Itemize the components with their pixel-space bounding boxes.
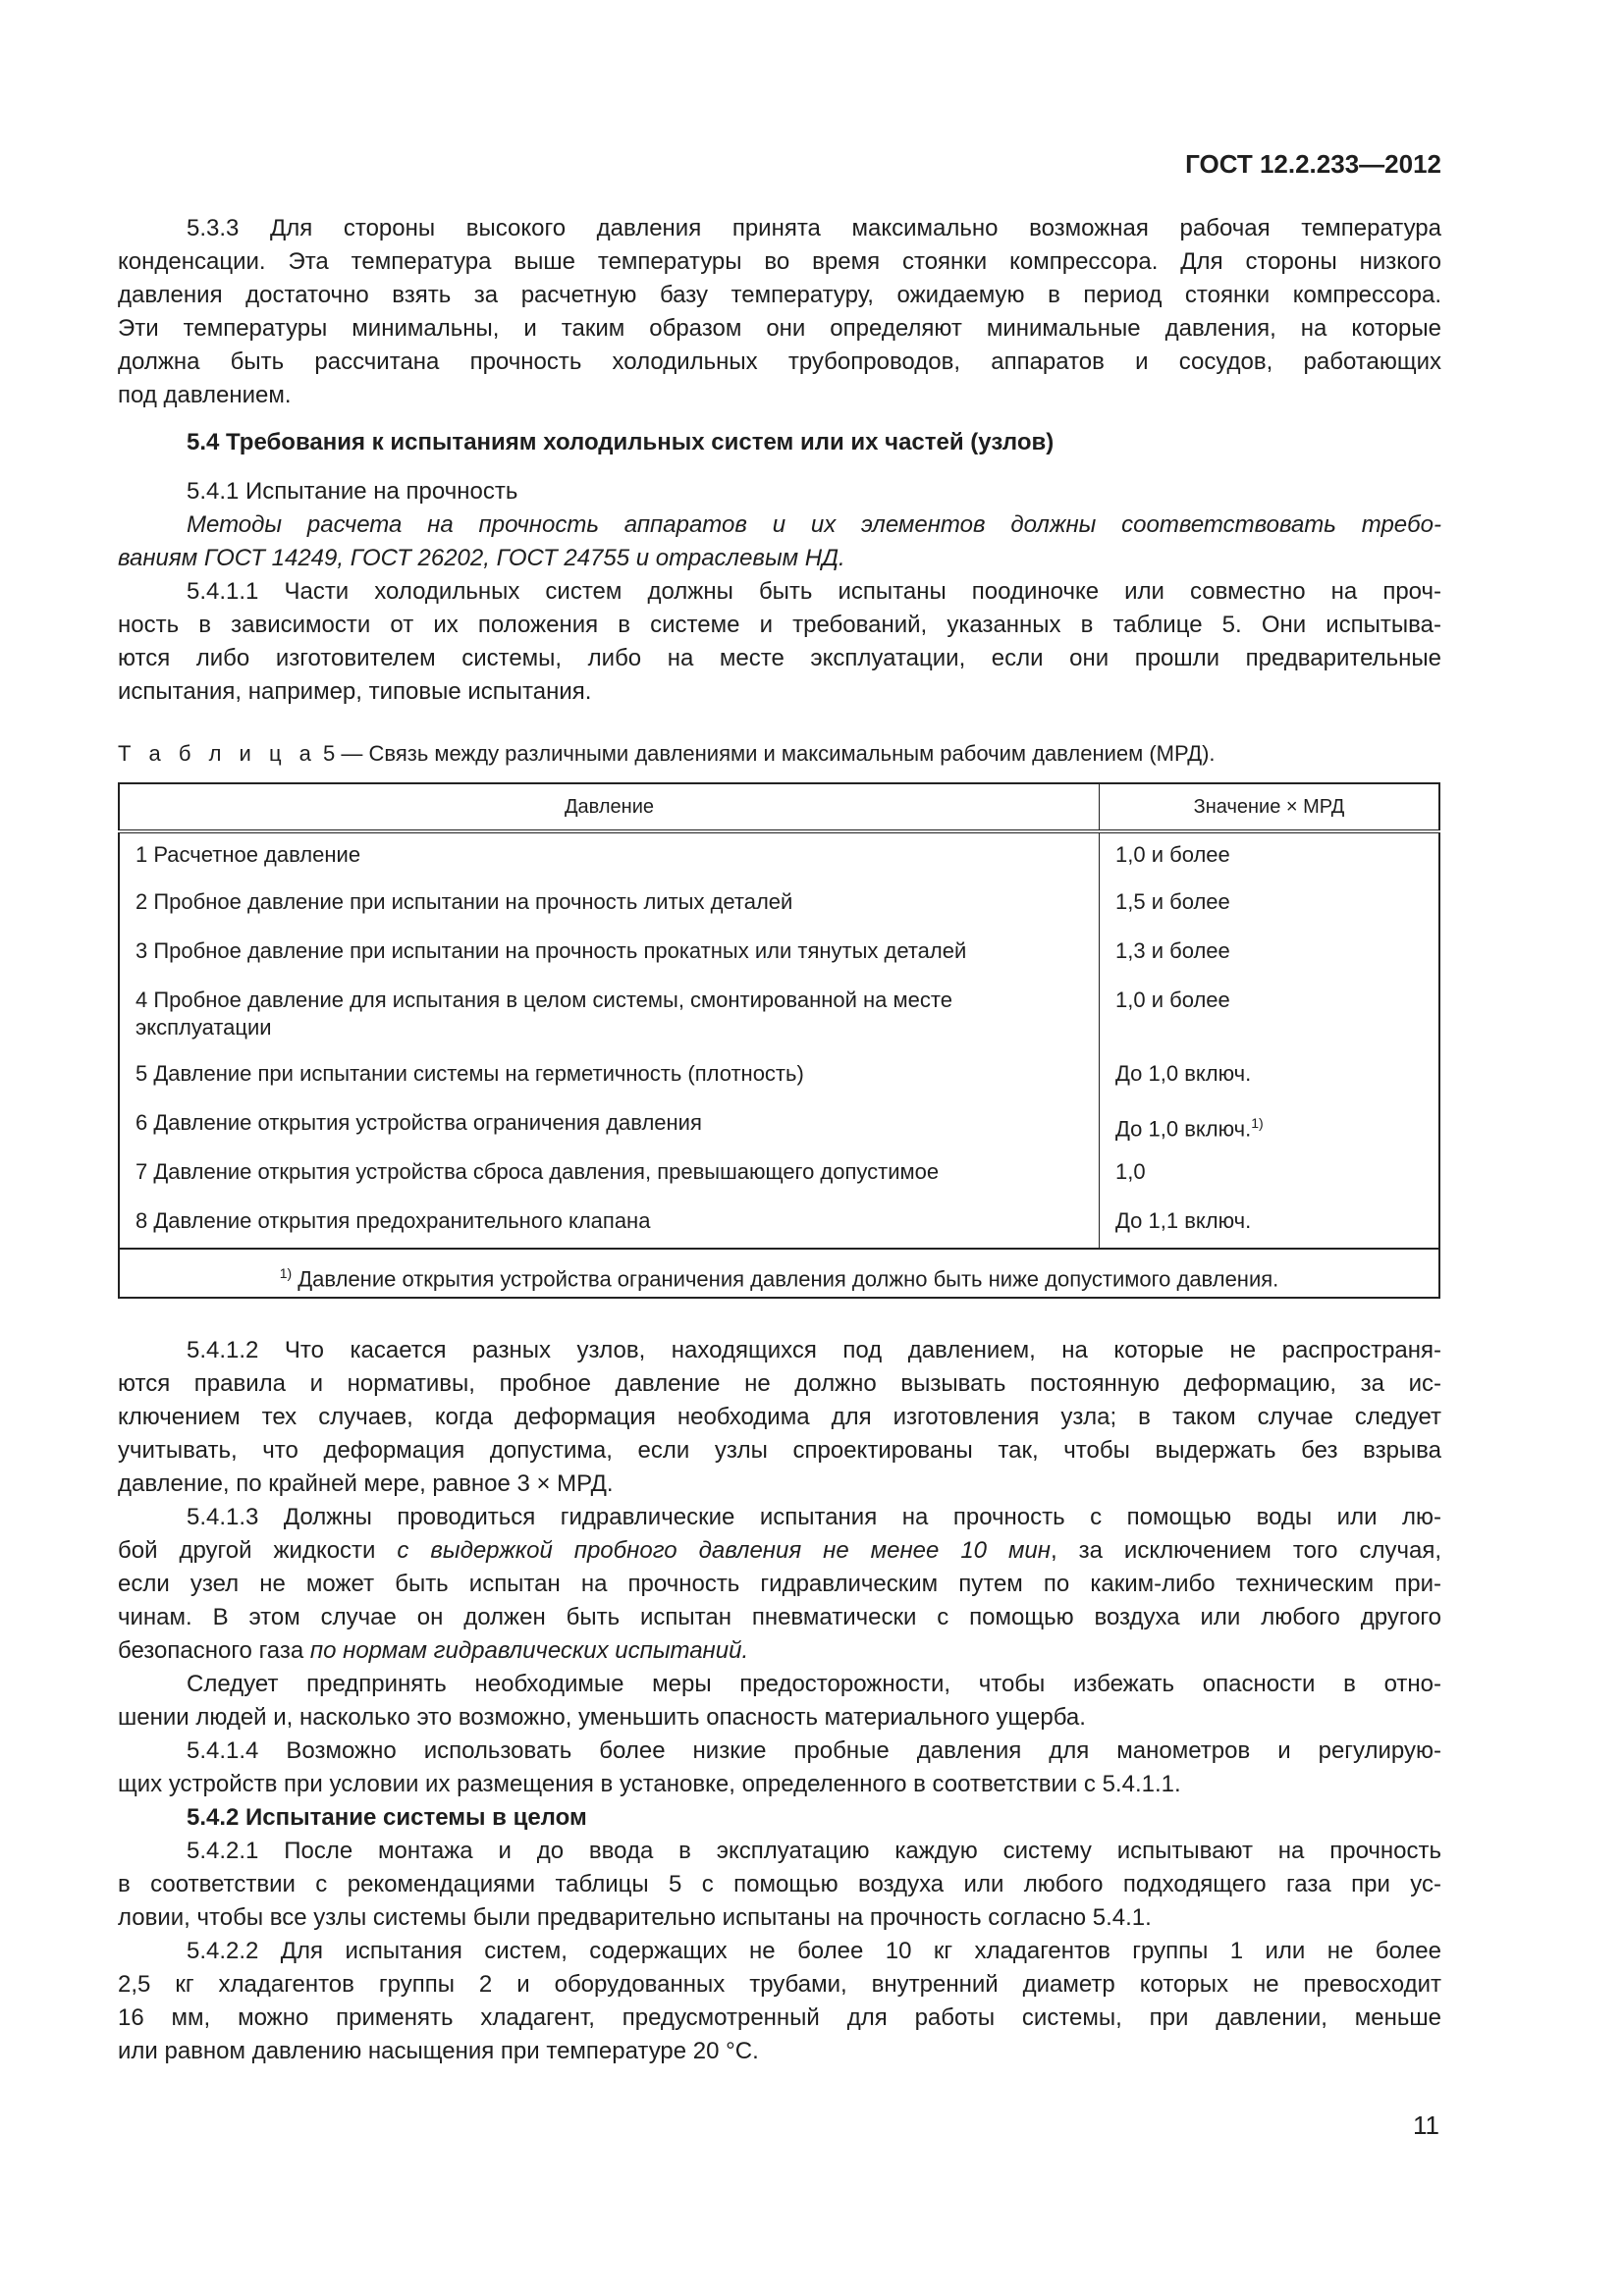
pressure-cell: 7 Давление открытия устройства сброса давления, превышающего допустимое: [119, 1150, 1100, 1200]
text-line: [118, 212, 1441, 245]
text: должна быть рассчитана прочность холодильных трубопроводов, аппаратов и сосудов, работающих: [118, 348, 1441, 375]
text-line: [118, 346, 1441, 379]
text-line: [118, 1434, 1441, 1468]
text-line: [118, 2035, 1441, 2068]
table-row: [119, 1101, 1439, 1150]
italic-text: с выдержкой пробного давления не менее 10 мин: [397, 1537, 1051, 1564]
section-5-4-1-2-to-5-4-2-2: [118, 1334, 1441, 2068]
text-line: [118, 2002, 1441, 2035]
pressure-cell: 4 Пробное давление для испытания в целом системы, смонтированной на месте эксплуатации: [119, 979, 1100, 1052]
footnote-mark: 1): [279, 1265, 293, 1281]
text: бой другой жидкости: [118, 1537, 398, 1564]
text-line: [118, 1568, 1441, 1601]
text-line: [118, 1735, 1441, 1768]
text: ются правила и нормативы, пробное давление не должно вызывать постоянную деформацию, за ис-: [118, 1370, 1441, 1397]
page-number: 11: [1413, 2110, 1439, 2140]
text: , за исключением того случая,: [1050, 1537, 1442, 1564]
text-line: [118, 1768, 1441, 1801]
value-cell: [1100, 1150, 1440, 1200]
text: или равном давлению насыщения при температуре 20 °С.: [118, 2038, 759, 2064]
text-line: [118, 1935, 1441, 1968]
text: ловии, чтобы все узлы системы были предварительно испытаны на прочность согласно 5.4.1.: [118, 1904, 1152, 1931]
text: ность в зависимости от их положения в системе и требований, указанных в таблице 5. Они испытыва-: [118, 612, 1441, 638]
table-row: [119, 831, 1439, 881]
value-cell: [1100, 1052, 1440, 1101]
text-line: [118, 1501, 1441, 1534]
table-footnote: [119, 1249, 1439, 1298]
text: давление, по крайней мере, равное 3 × МРД.: [118, 1470, 614, 1497]
table-caption: [118, 741, 1216, 767]
value-cell: [1100, 831, 1440, 881]
table-row: [119, 1052, 1439, 1101]
text: 5.4 Требования к испытаниям холодильных систем или их частей (узлов): [187, 429, 1055, 455]
value-text: 1,3 и более: [1115, 938, 1230, 963]
text-line: [118, 1334, 1441, 1367]
value-text: 1,0: [1115, 1159, 1146, 1184]
italic-text: по нормам гидравлических испытаний.: [309, 1637, 749, 1664]
text: чинам. В этом случае он должен быть испытан пневматически с помощью воздуха или любого другого: [118, 1604, 1441, 1630]
text-line: [118, 675, 1441, 709]
text: под давлением.: [118, 382, 292, 408]
text: 5.4.2.2 Для испытания систем, содержащих не более 10 кг хладагентов группы 1 или не более: [187, 1938, 1441, 1964]
text: 2,5 кг хладагентов группы 2 и оборудованных трубами, внутренний диаметр которых не превосходит: [118, 1971, 1441, 1998]
pressure-table: [118, 782, 1440, 1299]
text: безопасного газа: [118, 1637, 310, 1664]
text-line: [118, 1468, 1441, 1501]
value-text: 1,0 и более: [1115, 842, 1230, 867]
text: 5.4.1.3 Должны проводиться гидравлические испытания на прочность с помощью воды или лю-: [187, 1504, 1441, 1530]
table-row: [119, 1150, 1439, 1200]
text-line: [118, 508, 1441, 542]
text-line: [118, 1801, 1441, 1835]
value-text: 1,0 и более: [1115, 988, 1230, 1012]
text-line: [118, 1868, 1441, 1901]
text-line: [118, 1601, 1441, 1634]
text: давления достаточно взять за расчетную базу температуру, ожидаемую в период стоянки компрессора.: [118, 282, 1441, 308]
text: учитывать, что деформация допустима, если узлы спроектированы так, чтобы выдержать без взрыва: [118, 1437, 1441, 1464]
text-line: [118, 1835, 1441, 1868]
value-text: До 1,0 включ.: [1115, 1116, 1252, 1142]
text: шении людей и, насколько это возможно, уменьшить опасность материального ущерба.: [118, 1704, 1086, 1731]
text-line: [118, 426, 1441, 459]
footnote-ref: 1): [1251, 1115, 1264, 1131]
text-line: [118, 475, 1441, 508]
value-text: 1,5 и более: [1115, 889, 1230, 914]
table-caption-text: 5 — Связь между различными давлениями и максимальным рабочим давлением (МРД).: [316, 741, 1216, 766]
text: в соответствии с рекомендациями таблицы 5 с помощью воздуха или любого подходящего газа при ус-: [118, 1871, 1441, 1897]
value-cell: [1100, 979, 1440, 1052]
paragraph-5-3-3: [118, 212, 1441, 412]
pressure-cell: 5 Давление при испытании системы на герметичность (плотность): [119, 1052, 1100, 1101]
text: 16 мм, можно применять хладагент, предусмотренный для работы системы, при давлении, меньше: [118, 2004, 1441, 2031]
text: ются либо изготовителем системы, либо на месте эксплуатации, если они прошли предварительные: [118, 645, 1441, 671]
text-line: [118, 1634, 1441, 1668]
column-header-pressure: Давление: [119, 783, 1100, 831]
text-line: [118, 575, 1441, 609]
text: ключением тех случаев, когда деформация необходима для изготовления узла; в таком случае следует: [118, 1404, 1441, 1430]
text: если узел не может быть испытан на прочность гидравлическим путем по каким-либо техническим при-: [118, 1571, 1441, 1597]
text-line: [118, 279, 1441, 312]
text: щих устройств при условии их размещения в установке, определенного в соответствии с 5.4.1.1.: [118, 1771, 1181, 1797]
pressure-cell: 8 Давление открытия предохранительного клапана: [119, 1200, 1100, 1249]
pressure-cell: 2 Пробное давление при испытании на прочность литых деталей: [119, 881, 1100, 930]
text-line: [118, 1701, 1441, 1735]
text: 5.4.2 Испытание системы в целом: [187, 1804, 587, 1831]
text: 5.4.1.1 Части холодильных систем должны быть испытаны поодиночке или совместно на проч-: [187, 578, 1441, 605]
value-cell: [1100, 881, 1440, 930]
text: 5.4.1.2 Что касается разных узлов, находящихся под давлением, на которые не распространя-: [187, 1337, 1441, 1363]
text-line: [118, 1401, 1441, 1434]
text-line: [118, 245, 1441, 279]
value-cell: [1100, 930, 1440, 979]
text: 5.3.3 Для стороны высокого давления принята максимально возможная рабочая температура: [187, 215, 1441, 241]
table-row: [119, 881, 1439, 930]
text-line: [118, 542, 1441, 575]
table-footnote-row: [119, 1249, 1439, 1298]
value-text: До 1,1 включ.: [1115, 1208, 1252, 1233]
pressure-cell: 6 Давление открытия устройства ограничения давления: [119, 1101, 1100, 1150]
section-heading-5-4: [118, 426, 1441, 459]
value-cell: [1100, 1200, 1440, 1249]
table-row: [119, 1200, 1439, 1249]
text: Следует предпринять необходимые меры предосторожности, чтобы избежать опасности в отно-: [187, 1671, 1441, 1697]
text-line: [118, 1534, 1441, 1568]
text-line: [118, 1901, 1441, 1935]
italic-text: ваниям ГОСТ 14249, ГОСТ 26202, ГОСТ 24755 и отраслевым НД.: [118, 545, 845, 571]
column-header-value: Значение × МРД: [1100, 783, 1440, 831]
text-line: [118, 609, 1441, 642]
section-5-4-1: [118, 475, 1441, 709]
text-line: [118, 642, 1441, 675]
pressure-cell: 1 Расчетное давление: [119, 831, 1100, 881]
table-row: [119, 979, 1439, 1052]
table-row: [119, 930, 1439, 979]
text-line: [118, 1367, 1441, 1401]
table-caption-label: Т а б л и ц а: [118, 741, 317, 766]
footnote-text: Давление открытия устройства ограничения давления должно быть ниже допустимого давления.: [292, 1266, 1279, 1292]
text: 5.4.1 Испытание на прочность: [187, 478, 518, 505]
italic-text: Методы расчета на прочность аппаратов и их элементов должны соответствовать требо-: [187, 511, 1441, 538]
text-line: [118, 1968, 1441, 2002]
text-line: [118, 379, 1441, 412]
text: 5.4.1.4 Возможно использовать более низкие пробные давления для манометров и регулирую-: [187, 1737, 1441, 1764]
text-line: [118, 1668, 1441, 1701]
value-cell: [1100, 1101, 1440, 1150]
text: 5.4.2.1 После монтажа и до ввода в эксплуатацию каждую систему испытывают на прочность: [187, 1838, 1441, 1864]
text: конденсации. Эта температура выше температуры во время стоянки компрессора. Для стороны низкого: [118, 248, 1441, 275]
document-header: ГОСТ 12.2.233—2012: [1185, 149, 1441, 179]
value-text: До 1,0 включ.: [1115, 1061, 1252, 1086]
text-line: [118, 312, 1441, 346]
text: Эти температуры минимальны, и таким образом они определяют минимальные давления, на которые: [118, 315, 1441, 342]
pressure-cell: 3 Пробное давление при испытании на прочность прокатных или тянутых деталей: [119, 930, 1100, 979]
text: испытания, например, типовые испытания.: [118, 678, 592, 705]
